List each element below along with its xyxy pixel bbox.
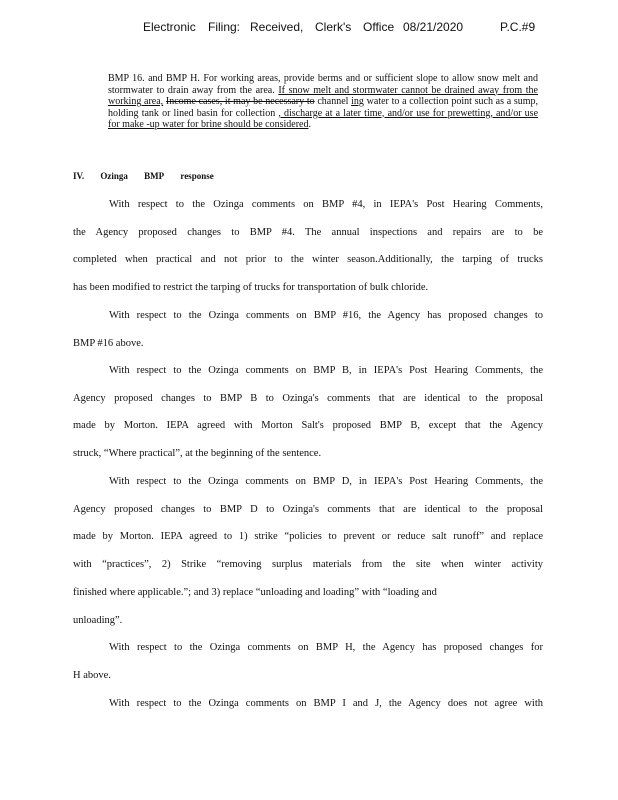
bmp-h-text: . <box>308 119 311 130</box>
paragraph-line: H above. <box>73 669 111 681</box>
paragraph-line: made by Morton. IEPA agreed to 1) strike “policies to prevent or reduce salt runoff” and replace <box>73 531 543 543</box>
paragraph-line: has been modified to restrict the tarping of trucks for transportation of bulk chloride. <box>73 282 429 294</box>
section-title-word: response <box>180 171 214 181</box>
paragraph-line: Agency proposed changes to BMP D to Ozinga's comments that are identical to the proposal <box>73 503 543 515</box>
paragraph-line: finished where applicable.”; and 3) replace “unloading and loading” with “loading and <box>73 586 437 598</box>
bmp-h-text: channel <box>317 96 349 107</box>
paragraph-line: made by Morton. IEPA agreed with Morton Salt's proposed BMP B, except that the Agency <box>73 420 543 432</box>
header-received: Received, <box>250 20 304 34</box>
bmp-h-inserted-text: , discharge at a later time, and/or use for prewetting, and/or use for make -up water for brine should be considered <box>108 107 539 130</box>
header-filing: Filing: <box>208 20 241 34</box>
bmp-h-inserted-text: ing <box>351 96 364 107</box>
section-number: IV. <box>73 171 85 181</box>
bmp-h-text: BMP 16. and BMP H. For working areas, provide berms and or sufficient slope to allow snow melt and stormwater to drain away from the area. <box>108 73 538 96</box>
bmp-h-text: water to a collection point such as a sump, holding tank or lined basin for collection <box>108 96 539 119</box>
header-date: 08/21/2020 <box>403 20 464 34</box>
header-electronic: Electronic <box>143 20 196 34</box>
paragraph-line: With respect to the Ozinga comments on BMP #4, in IEPA's Post Hearing Comments, <box>109 199 543 210</box>
paragraph-line: With respect to the Ozinga comments on BMP D, in IEPA's Post Hearing Comments, the <box>109 476 543 487</box>
paragraph-line: Agency proposed changes to BMP B to Ozinga's comments that are identical to the proposal <box>73 392 543 404</box>
paragraph-bmp-h <box>73 634 543 689</box>
section-title-word: Ozinga <box>100 171 128 181</box>
paragraph-line: With respect to the Ozinga comments on BMP I and J, the Agency does not agree with <box>109 698 543 709</box>
paragraph-bmp-i-j <box>73 690 543 718</box>
section-title-word: BMP <box>144 171 165 181</box>
paragraph-bmp-4 <box>73 191 543 302</box>
paragraph-bmp-d <box>73 468 543 634</box>
paragraph-line: unloading”. <box>73 614 123 626</box>
header-clerks: Clerk's <box>315 20 352 34</box>
paragraph-bmp-16 <box>73 302 543 357</box>
paragraph-line: struck, “Where practical”, at the beginning of the sentence. <box>73 448 322 460</box>
bmp-h-inserted-text: If snow melt and stormwater cannot be drained away from the working area, <box>108 84 538 107</box>
section-heading <box>73 171 228 181</box>
paragraph-line: With respect to the Ozinga comments on BMP #16, the Agency has proposed changes to <box>109 310 543 321</box>
bmp-h-amended-text <box>108 73 538 131</box>
paragraph-line: BMP #16 above. <box>73 337 144 349</box>
paragraph-line: the Agency proposed changes to BMP #4. The annual inspections and repairs are to be <box>73 226 543 238</box>
paragraph-line: With respect to the Ozinga comments on BMP H, the Agency has proposed changes for <box>109 642 543 653</box>
paragraph-line: With respect to the Ozinga comments on BMP B, in IEPA's Post Hearing Comments, the <box>109 365 543 376</box>
bmp-h-deleted-text: Income cases, it may be necessary to <box>165 96 315 107</box>
header-office: Office <box>363 20 395 34</box>
header-pc-number: P.C.#9 <box>500 20 536 34</box>
paragraph-line: completed when practical and not prior to the winter season.Additionally, the tarping of trucks <box>73 254 543 266</box>
paragraph-bmp-b <box>73 357 543 468</box>
paragraph-line: with “practices”, 2) Strike “removing surplus materials from the site when winter activity <box>73 559 543 571</box>
